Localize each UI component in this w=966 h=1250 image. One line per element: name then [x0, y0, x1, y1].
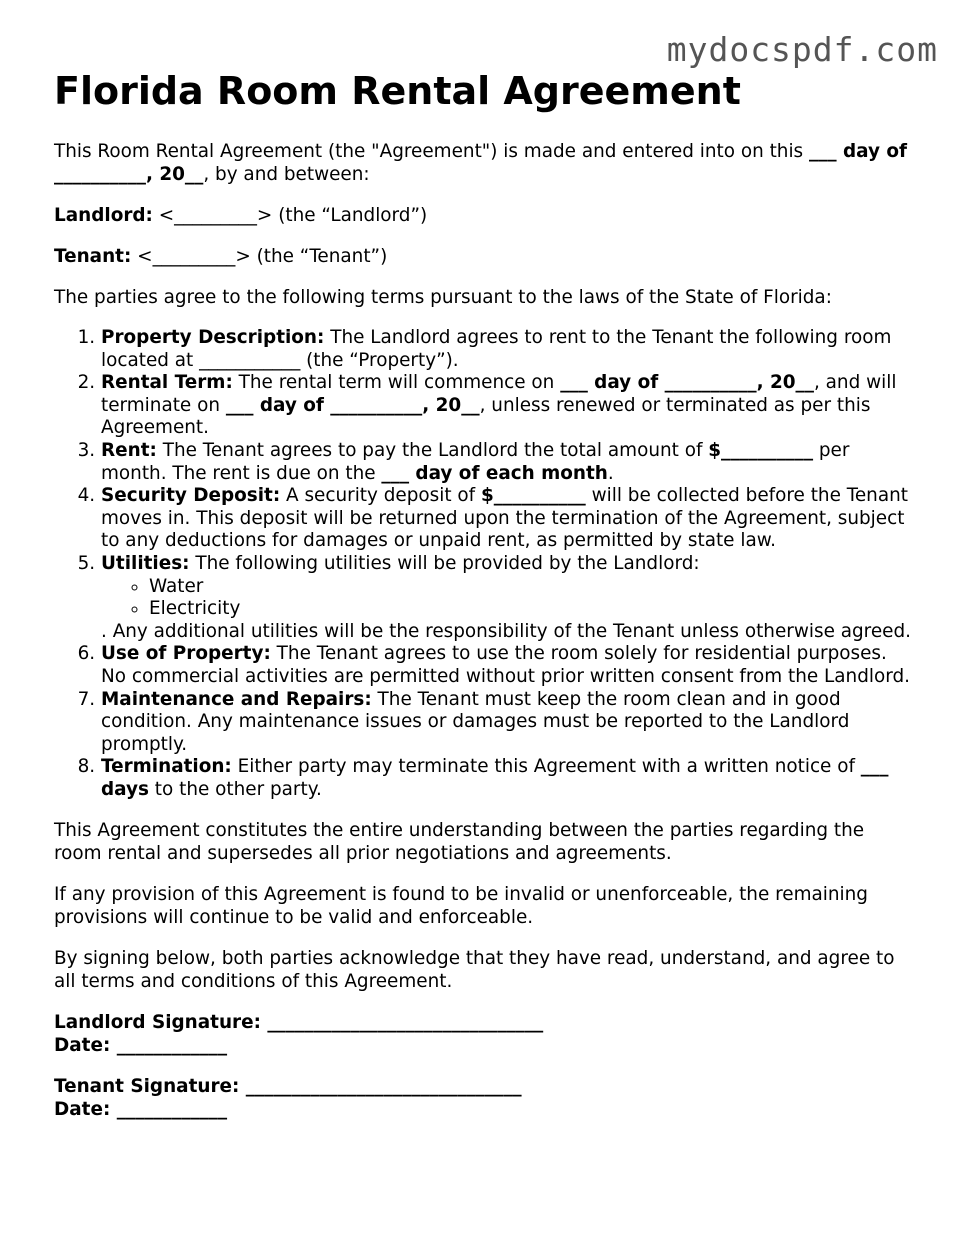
landlord-signature-line: Landlord Signature: ______________________________ [54, 1012, 544, 1034]
term-heading: Utilities: [101, 552, 190, 574]
tenant-label: Tenant: [54, 246, 132, 267]
utility-item: ◦ Water [149, 576, 916, 599]
tenant-date-line: Date: ____________ [54, 1099, 228, 1121]
parties-paragraph: The parties agree to the following terms pursuant to the laws of the State of Florida: [54, 287, 832, 308]
term-termination [101, 756, 916, 801]
term-text: . [607, 462, 614, 484]
term-text: will be collected before the Tenant moves in. This deposit will be returned upon the termination of the Agreement, subject to any deductions for damages or unpaid rent, as permitted by state law. [101, 485, 908, 552]
term-maintenance [101, 689, 916, 757]
term-use-of-property [101, 643, 916, 688]
notice-days: ___ days [101, 756, 889, 800]
tenant-line [54, 245, 916, 268]
term-text: A security deposit of [280, 485, 481, 507]
term-heading: Termination: [101, 756, 232, 778]
term-text: to the other party. [148, 778, 322, 800]
term-text: , unless renewed or terminated as per this Agreement. [101, 394, 871, 439]
landlord-line [54, 204, 916, 227]
term-heading: Rent: [101, 439, 157, 461]
rent-amount: $__________ [708, 439, 814, 461]
term-text: The rental term will commence on [232, 372, 561, 394]
rent-due-day: ___ day of each month [381, 462, 608, 484]
tenant-signature-block [54, 1075, 916, 1121]
utility-item: ◦ Electricity [149, 598, 916, 621]
term-heading: Rental Term: [101, 372, 233, 394]
term-utilities [101, 553, 916, 643]
intro-tail: , by and between: [203, 164, 370, 185]
term-heading: Security Deposit: [101, 485, 281, 507]
landlord-value: <_________> (the “Landlord”) [152, 205, 428, 226]
intro-date: ___ day of __________, 20__ [54, 141, 908, 185]
intro-paragraph [54, 140, 916, 186]
utilities-list [101, 576, 916, 621]
term-text: per month. The rent is due on the [101, 439, 850, 484]
term-text: The Tenant agrees to use the room solely for residential purposes. No commercial activities are permitted without prior written consent from the Landlord. [101, 643, 911, 687]
landlord-signature-block [54, 1011, 916, 1057]
intro-text: This Room Rental Agreement (the "Agreement") is made and entered into on this [54, 141, 809, 162]
entire-agreement-paragraph: This Agreement constitutes the entire understanding between the parties regarding the room rental and supersedes all prior negotiations and agreements. [54, 820, 865, 865]
term-heading: Property Description: [101, 327, 325, 348]
term-rental-term [101, 372, 916, 440]
term-text: The Tenant must keep the room clean and in good condition. Any maintenance issues or damages must be reported to the Landlord promptly. [101, 688, 850, 755]
term-security-deposit [101, 485, 916, 553]
document-page [54, 68, 916, 1139]
term-heading: Use of Property: [101, 643, 271, 665]
landlord-date-line: Date: ____________ [54, 1035, 228, 1057]
term-end-date: ___ day of __________, 20__ [225, 394, 480, 416]
term-text: , and will terminate on [101, 372, 897, 416]
tenant-signature-line: Tenant Signature: ______________________________ [54, 1076, 522, 1098]
term-text: The Tenant agrees to pay the Landlord the total amount of [156, 439, 709, 461]
landlord-label: Landlord: [54, 205, 153, 226]
terms-list [54, 327, 916, 801]
page-title: Florida Room Rental Agreement [54, 69, 741, 113]
acknowledgement-paragraph: By signing below, both parties acknowledge that they have read, understand, and agree to all terms and conditions of this Agreement. [54, 948, 895, 993]
term-text: The Landlord agrees to rent to the Tenant the following room located at ___________ (the “Property”). [101, 327, 892, 371]
severability-paragraph: If any provision of this Agreement is found to be invalid or unenforceable, the remaining provisions will continue to be valid and enforceable. [54, 884, 868, 929]
tenant-value: <_________> (the “Tenant”) [131, 246, 388, 267]
deposit-amount: $__________ [480, 485, 586, 507]
term-start-date: ___ day of __________, 20__ [560, 372, 814, 394]
term-text: . Any additional utilities will be the responsibility of the Tenant unless otherwise agreed. [101, 620, 911, 642]
term-property-description [101, 327, 916, 372]
term-heading: Maintenance and Repairs: [101, 688, 372, 710]
watermark: mydocspdf.com [666, 30, 938, 69]
term-text: The following utilities will be provided by the Landlord: [189, 552, 700, 574]
term-text: Either party may terminate this Agreement with a written notice of [231, 756, 861, 778]
term-rent [101, 440, 916, 485]
